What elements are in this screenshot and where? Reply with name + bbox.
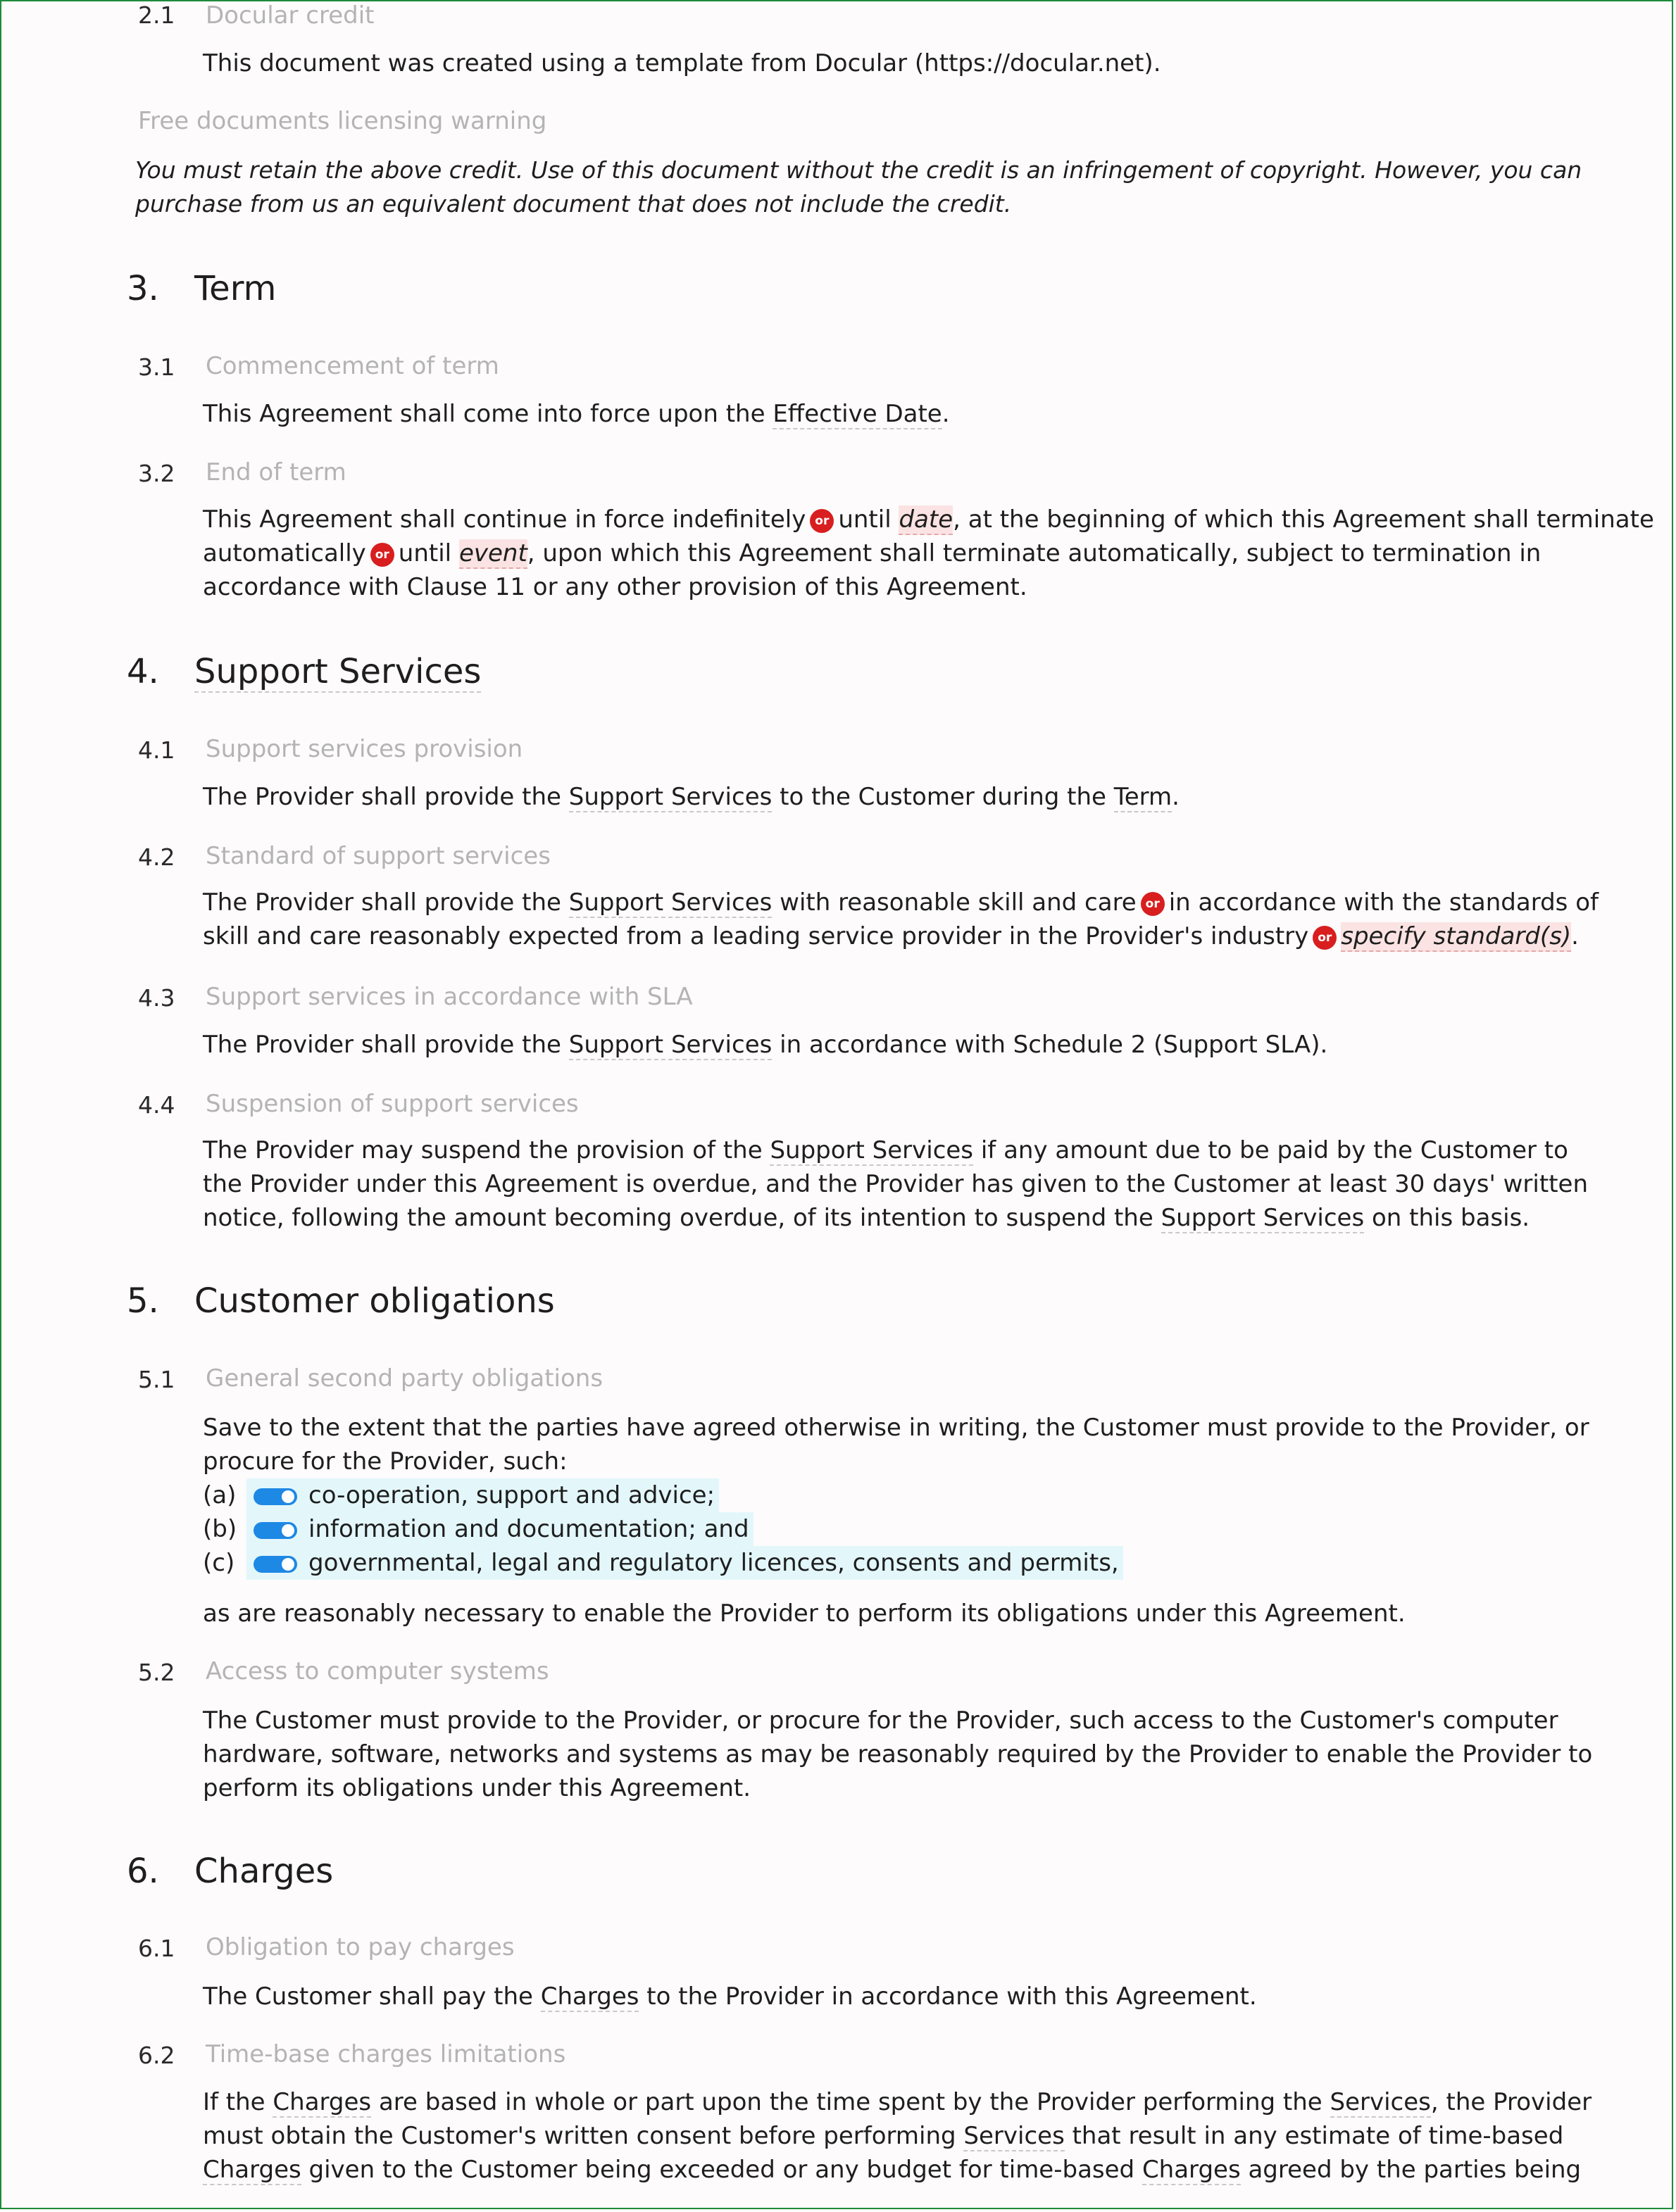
clause-number: 5.1 [138,1366,175,1393]
clause-text-line: hardware, software, networks and systems as may be reasonably required by the Provider to enable the Provider to [203,1740,1593,1768]
warning-text-line: purchase from us an equivalent document that does not include the credit. [135,190,1012,218]
clause-text-line: skill and care reasonably expected from a leading service provider in the Provider's industry or specify standard(s). [203,922,1579,950]
clause-number: 6.1 [138,1935,175,1962]
section-title: Customer obligations [194,1281,555,1321]
optional-list-item: information and documentation; and [246,1512,753,1546]
clause-text-line: This Agreement shall continue in force indefinitely or until date, at the beginning of which this Agreement shall terminate [203,505,1654,534]
clause-number: 4.2 [138,843,175,871]
clause-number: 2.1 [138,1,175,29]
variable-field[interactable]: date [899,505,953,534]
defined-term-link[interactable]: Charges [540,1982,639,2011]
clause-text: The Provider shall provide the Support Services in accordance with Schedule 2 (Support SLA). [203,1031,1328,1059]
optional-list-item: co-operation, support and advice; [246,1478,719,1512]
clause-caption: Suspension of support services [206,1090,579,1118]
clause-caption: Access to computer systems [206,1657,549,1685]
defined-term-link[interactable]: Effective Date [773,400,942,428]
clause-text-line: perform its obligations under this Agreement. [203,1774,751,1802]
list-label: (b) [203,1515,237,1543]
clause-number: 4.4 [138,1091,175,1119]
clause-number: 4.3 [138,984,175,1012]
section-number: 3. [127,269,159,308]
clause-text-line: The Provider shall provide the Support Services with reasonable skill and care or in accordance with the standards of [203,888,1599,917]
clause-text-line: automatically or until event, upon which this Agreement shall terminate automatically, subject to termination in [203,539,1541,567]
section-number: 6. [127,1852,159,1891]
clause-caption: Time-base charges limitations [206,2040,566,2068]
clause-text-line: accordance with Clause 11 or any other provision of this Agreement. [203,573,1027,601]
clause-text-line: Save to the extent that the parties have agreed otherwise in writing, the Customer must provide to the Provider, or [203,1414,1589,1442]
section-number: 4. [127,652,159,691]
or-option-badge[interactable]: or [1141,892,1165,916]
section-number: 5. [127,1281,159,1321]
clause-text-line: procure for the Provider, such: [203,1447,568,1476]
defined-term-link[interactable]: Services [1330,2088,1431,2116]
list-item [203,1546,234,1580]
clause-caption: Commencement of term [206,352,499,380]
list-item [203,1478,236,1512]
clause-number: 5.2 [138,1659,175,1686]
clause-text-line: notice, following the amount becoming overdue, of its intention to suspend the Support Services on this basis. [203,1204,1530,1232]
clause-text-line: the Provider under this Agreement is overdue, and the Provider has given to the Customer at least 30 days' written [203,1170,1588,1198]
defined-term-link[interactable]: Charges [273,2088,372,2116]
clause-text: The Provider shall provide the Support Services to the Customer during the Term. [203,783,1180,811]
warning-text-line: You must retain the above credit. Use of this document without the credit is an infringement of copyright. However, you can [135,156,1582,184]
defined-term-link[interactable]: Charges [1142,2156,1241,2184]
clause-number: 6.2 [138,2042,175,2069]
defined-term-link[interactable]: Support Services [568,1031,773,1059]
toggle-switch[interactable] [254,1488,297,1505]
clause-caption: Support services in accordance with SLA [206,983,693,1011]
defined-term-link[interactable]: Services [963,2122,1065,2150]
defined-term-link[interactable]: Support Services [568,888,773,917]
clause-number: 3.1 [138,353,175,381]
clause-text: This document was created using a template from Docular (https://docular.net). [203,49,1161,77]
toggle-switch[interactable] [254,1522,297,1539]
section-title: Charges [194,1852,334,1891]
variable-field[interactable]: event [458,539,527,567]
clause-caption: End of term [206,458,346,486]
clause-caption: Docular credit [206,1,375,30]
defined-term-link[interactable]: Term [1113,783,1172,811]
clause-text-line: If the Charges are based in whole or part upon the time spent by the Provider performing the Services, the Provider [203,2088,1592,2116]
section-title: Term [194,269,277,308]
or-option-badge[interactable]: or [810,509,834,533]
clause-text: The Customer shall pay the Charges to the Provider in accordance with this Agreement. [203,1982,1257,2011]
optional-list-item: governmental, legal and regulatory licences, consents and permits, [246,1546,1123,1580]
or-option-badge[interactable]: or [1313,926,1337,950]
clause-text: This Agreement shall come into force upon the Effective Date. [203,400,950,428]
clause-text-line: The Provider may suspend the provision of the Support Services if any amount due to be paid by the Customer to [203,1136,1568,1164]
clause-caption: Standard of support services [206,842,551,870]
list-label: (c) [203,1549,235,1577]
variable-field[interactable]: specify standard(s) [1341,922,1572,950]
clause-text-line: as are reasonably necessary to enable the Provider to perform its obligations under this Agreement. [203,1600,1406,1628]
clause-text-line: must obtain the Customer's written consent before performing Services that result in any estimate of time-based [203,2122,1564,2150]
clause-number: 3.2 [138,460,175,487]
clause-caption: General second party obligations [206,1364,604,1393]
list-item [203,1512,237,1546]
or-option-badge[interactable]: or [370,543,394,567]
defined-term-link[interactable]: Charges [203,2156,301,2184]
defined-term-link[interactable]: Support Services [1161,1204,1365,1232]
warning-caption: Free documents licensing warning [138,107,547,135]
clause-caption: Support services provision [206,735,523,763]
toggle-switch[interactable] [254,1556,297,1573]
clause-text-line: The Customer must provide to the Provider, or procure for the Provider, such access to the Customer's computer [203,1707,1558,1735]
defined-term-link[interactable]: Support Services [568,783,773,811]
section-title[interactable]: Support Services [194,652,482,691]
clause-number: 4.1 [138,736,175,764]
defined-term-link[interactable]: Support Services [770,1136,974,1164]
clause-caption: Obligation to pay charges [206,1933,515,1961]
clause-text-line: Charges given to the Customer being exceeded or any budget for time-based Charges agreed by the parties being [203,2156,1582,2184]
list-label: (a) [203,1481,237,1509]
